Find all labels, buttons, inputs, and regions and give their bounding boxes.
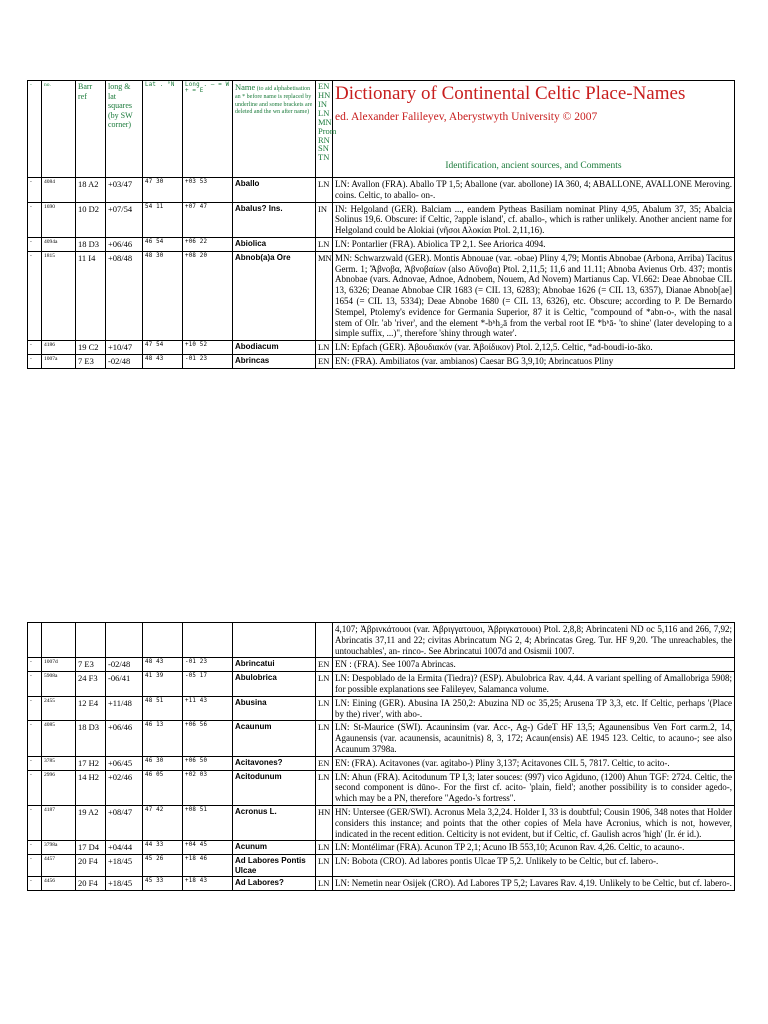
longitude: +10 52 (183, 341, 233, 355)
place-name: Abulobrica (233, 672, 316, 697)
dictionary-title: Dictionary of Continental Celtic Place-Names (335, 83, 686, 104)
entry-number: 4456 (42, 877, 76, 891)
header-dash: - (28, 81, 42, 178)
barrington-ref: 17 D4 (76, 841, 106, 855)
longitude: +18 46 (183, 855, 233, 877)
row-dash: - (28, 877, 42, 891)
table-row (28, 770, 735, 805)
longitude: +08 51 (183, 805, 233, 840)
barrington-ref: 18 A2 (76, 178, 106, 203)
row-dash: - (28, 756, 42, 770)
place-name: Abodiacum (233, 341, 316, 355)
latitude: 48 43 (143, 658, 183, 672)
longitude: -05 17 (183, 672, 233, 697)
latitude: 48 43 (143, 354, 183, 368)
table-row (28, 721, 735, 756)
header-row (28, 81, 735, 178)
entry-text: EN: (FRA). Acitavones (var. agitabo-) Pliny 3,137; Acitavones CIL 5, 7817. Celtic, to acito-. (333, 756, 735, 770)
place-name: Acitodunum (233, 770, 316, 805)
table-row (28, 178, 735, 203)
lat-long-square: -06/41 (106, 672, 143, 697)
entry-text: LN: Despoblado de la Ermita (Tiedra)? (ESP). Abulobrica Rav. 4,44. A variant spelling of Amallobriga 5908; for possible explanations see Falileyev, Salamanca volume. (333, 672, 735, 697)
latitude (143, 623, 183, 658)
type-code: LN (316, 341, 333, 355)
dictionary-editor: ed. Alexander Falileyev, Aberystwyth University © 2007 (335, 110, 598, 123)
type-code: MN (316, 251, 333, 340)
row-dash (28, 623, 42, 658)
lat-long-square: +03/47 (106, 178, 143, 203)
entry-number: 2996 (42, 770, 76, 805)
place-name: Ad Labores? (233, 877, 316, 891)
row-dash: - (28, 721, 42, 756)
entry-text: MN: Schwarzwald (GER). Montis Abnouae (var. -obae) Pliny 4,79; Montis Abnobae (Arbona, Arriba) Tacitus Germ. 1; Ἄβνοβα, Ἀβνοβαίων (also Αὔνοβα) Ptol. 2,11,5; 11,6 and 11.11; Abnoba Avienus Orb. 437; montis Abnobae (vars. Adnovae, Adnoe, Adnobem, Nouem, Ad Novem) Martianus Cap. VI.662: Deae Abnobae CIL 13, 6326; Deanae Abnobae CIR 1683 (= CIL 13, 6283); Abnobae 1626 (= CIL 13, 6357), Dianae Abnob[ae] 1654 (= CIL 13, 5334); Deae Abnobe 1680 (= CIL 13, 6326), etc. Obscure; according to P. De Bernardo Stempel, Ptolemy's evidence for Germania Superior, 87 it is Celtic, "compound of *abn-o-, with the nasal stem of OIr. 'ab 'river', and the element *-bʰh₂ā from the verbal root IE *bʰā- 'to shine' (later developing to a simple suffix, ...)", therefore 'shiny through water'. (333, 251, 735, 340)
barrington-ref: 11 I4 (76, 251, 106, 340)
latitude: 45 33 (143, 877, 183, 891)
dictionary-table-bottom (27, 622, 735, 891)
row-dash: - (28, 237, 42, 251)
row-dash: - (28, 341, 42, 355)
entry-text: HN: Untersee (GER/SWI). Acronus Mela 3,2,24. Holder I, 33 is doubtful; Cousin 1906, 348 notes that Holder considers this instance; and points that the other copies of Mela have Acronius, which is not, however, indicated in the recent edition. Celticity is not evident, but if Celtic, cf. Gaulish acros 'high' (Ir. ér id.). (333, 805, 735, 840)
lat-long-square: +06/46 (106, 721, 143, 756)
entry-text: 4,107; Ἀβρινκάτουοι (var. Ἀβριγγατουοι, Ἀβριγκατουοι) Ptol. 2,8,8; Abrincateni ND oc 5,116 and 266, 7,92; Abrincatis 37,11 and 22; civitas Abrincatum NG 2, 4; Abrincatas Greg. Tur. HF 9,20. 'The unreachables, the untouchables', an- rinco-. See Abrincatui 1007d and Osismii 1007. (333, 623, 735, 658)
entry-number: 4186 (42, 341, 76, 355)
type-code: HN (316, 805, 333, 840)
latitude: 46 13 (143, 721, 183, 756)
longitude: +08 20 (183, 251, 233, 340)
table-row (28, 696, 735, 721)
entry-text: LN: Nemetin near Osijek (CRO). Ad Labores TP 5,2; Lavares Rav. 4,19. Unlikely to be Celtic, but cf. labero-. (333, 877, 735, 891)
header-lat: Lat . °N (143, 81, 183, 178)
latitude: 46 30 (143, 756, 183, 770)
table-row (28, 623, 735, 658)
latitude: 54 11 (143, 202, 183, 237)
longitude: +06 22 (183, 237, 233, 251)
row-dash: - (28, 770, 42, 805)
barrington-ref: 7 E3 (76, 354, 106, 368)
row-dash: - (28, 841, 42, 855)
longitude: +03 53 (183, 178, 233, 203)
entry-number: 1007a (42, 354, 76, 368)
table-row (28, 672, 735, 697)
type-code: LN (316, 237, 333, 251)
place-name: Abrincas (233, 354, 316, 368)
lat-long-square: +07/54 (106, 202, 143, 237)
latitude: 44 33 (143, 841, 183, 855)
row-dash: - (28, 658, 42, 672)
lat-long-square: +18/45 (106, 877, 143, 891)
row-dash: - (28, 672, 42, 697)
table-row (28, 756, 735, 770)
entry-text: LN: Pontarlier (FRA). Abiolica TP 2,1. See Ariorica 4094. (333, 237, 735, 251)
header-long: Long . – = W + = E (183, 81, 233, 178)
latitude: 47 42 (143, 805, 183, 840)
table-body-bottom (28, 623, 735, 891)
table-row (28, 841, 735, 855)
entry-text: LN: Avallon (FRA). Aballo TP 1,5; Aballone (var. abollone) IA 360, 4; ABALLONE, AVALLONE Meroving. coins. Celtic, to aballo- on-. (333, 178, 735, 203)
latitude: 48 30 (143, 251, 183, 340)
type-code: LN (316, 770, 333, 805)
place-name: Acitavones? (233, 756, 316, 770)
entry-text: LN: Ahun (FRA). Acitodunum TP I,3; later souces: (997) vico Agiduno, (1200) Ahun TGF: 2724. Celtic, the second component is dūno-. For the first cf. acito- 'plain, field'; another possibility is to consider agedo-, which may be a PN, therefore "Agedo-'s fortress". (333, 770, 735, 805)
longitude: -01 23 (183, 354, 233, 368)
longitude: +06 56 (183, 721, 233, 756)
barrington-ref: 24 F3 (76, 672, 106, 697)
lat-long-square (106, 623, 143, 658)
table-row (28, 202, 735, 237)
latitude: 41 39 (143, 672, 183, 697)
place-name: Abnob(a)a Ore (233, 251, 316, 340)
type-code: LN (316, 178, 333, 203)
entry-text: EN: (FRA). Ambiliatos (var. ambianos) Caesar BG 3,9,10; Abrincatuos Pliny (333, 354, 735, 368)
barrington-ref: 10 D2 (76, 202, 106, 237)
longitude: +04 45 (183, 841, 233, 855)
entry-number: 1815 (42, 251, 76, 340)
longitude: +07 47 (183, 202, 233, 237)
table-row (28, 658, 735, 672)
place-name: Aballo (233, 178, 316, 203)
lat-long-square: +18/45 (106, 855, 143, 877)
barrington-ref: 19 A2 (76, 805, 106, 840)
longitude (183, 623, 233, 658)
table-row (28, 354, 735, 368)
entry-text: LN: Bobota (CRO). Ad labores pontis Ulcae TP 5,2. Unlikely to be Celtic, but cf. labero-. (333, 855, 735, 877)
header-name (233, 81, 316, 178)
type-code: LN (316, 672, 333, 697)
latitude: 47 30 (143, 178, 183, 203)
place-name (233, 623, 316, 658)
row-dash: - (28, 696, 42, 721)
entry-text: LN: St-Maurice (SWI). Acauninsim (var. Acc-, Ag-) GdeT HF 13,5; Agaunensibus Ven Fort carm.2, 14, Agaunensis (var. acaunensis, acaunitnis) 8, 3, 172; Acaun(ensis) AE 1945 123. Celtic, to acauno-; see also Acaunum 3798a. (333, 721, 735, 756)
entry-number: 4187 (42, 805, 76, 840)
lat-long-square: +04/44 (106, 841, 143, 855)
place-name: Abrincatui (233, 658, 316, 672)
type-code: LN (316, 855, 333, 877)
type-code: LN (316, 721, 333, 756)
type-code: IN (316, 202, 333, 237)
place-name: Abiolica (233, 237, 316, 251)
latitude: 45 26 (143, 855, 183, 877)
row-dash: - (28, 251, 42, 340)
lat-long-square: -02/48 (106, 658, 143, 672)
place-name: Ad Labores Pontis Ulcae (233, 855, 316, 877)
barrington-ref (76, 623, 106, 658)
barrington-ref: 18 D3 (76, 237, 106, 251)
row-dash: - (28, 178, 42, 203)
barrington-ref: 12 E4 (76, 696, 106, 721)
entry-text: IN: Helgoland (GER). Balciam ..., eandem Pytheas Basiliam nominat Pliny 4,95, Abalum 37, 35; Abalcia Solinus 19,6. Obscure: if Celtic, ?apple island', cf. aballo-, which is rather unlikely. Another ancient name for Helgoland could be Alokiai (νῆσοι Αλοκίαι Ptol. 2,11,16). (333, 202, 735, 237)
longitude: +18 43 (183, 877, 233, 891)
type-code: EN (316, 354, 333, 368)
entry-number: 5908a (42, 672, 76, 697)
entry-number: 2455 (42, 696, 76, 721)
entry-number (42, 623, 76, 658)
dictionary-table-top (27, 80, 735, 369)
lat-long-square: +06/45 (106, 756, 143, 770)
type-code: LN (316, 877, 333, 891)
lat-long-square: +08/48 (106, 251, 143, 340)
header-title-cell (333, 81, 735, 178)
latitude: 46 54 (143, 237, 183, 251)
entry-text: LN: Montélimar (FRA). Acunon TP 2,1; Acuno IB 553,10; Acunon Rav. 4,26. Celtic, to acauno-. (333, 841, 735, 855)
barrington-ref: 20 F4 (76, 855, 106, 877)
lat-long-square: +10/47 (106, 341, 143, 355)
table-body-top (28, 178, 735, 369)
table-row (28, 251, 735, 340)
header-name-title: Name (235, 82, 256, 92)
entry-number: 3798a (42, 841, 76, 855)
dictionary-subtitle: Identification, ancient sources, and Comments (445, 160, 622, 171)
entry-text: EN : (FRA). See 1007a Abrincas. (333, 658, 735, 672)
barrington-ref: 7 E3 (76, 658, 106, 672)
latitude: 46 05 (143, 770, 183, 805)
longitude: +06 50 (183, 756, 233, 770)
place-name: Abalus? Ins. (233, 202, 316, 237)
place-name: Acronus L. (233, 805, 316, 840)
row-dash: - (28, 354, 42, 368)
entry-number: 4094a (42, 237, 76, 251)
row-dash: - (28, 805, 42, 840)
table-row (28, 877, 735, 891)
lat-long-square: +08/47 (106, 805, 143, 840)
place-name: Acunum (233, 841, 316, 855)
longitude: +02 03 (183, 770, 233, 805)
type-code: EN (316, 756, 333, 770)
longitude: +11 43 (183, 696, 233, 721)
type-code: EN (316, 658, 333, 672)
place-name: Abusina (233, 696, 316, 721)
barrington-ref: 19 C2 (76, 341, 106, 355)
entry-text: LN: Eining (GER). Abusina IA 250,2: Abuzina ND oc 35,25; Arusena TP 3,3, etc. If Celtic, perhaps '(Place by the) river', with abo-. (333, 696, 735, 721)
latitude: 48 51 (143, 696, 183, 721)
table-row (28, 341, 735, 355)
header-squares: long & lat squares (by SW corner) (106, 81, 143, 178)
lat-long-square: +11/48 (106, 696, 143, 721)
barrington-ref: 14 H2 (76, 770, 106, 805)
entry-number: 4084 (42, 178, 76, 203)
barrington-ref: 18 D3 (76, 721, 106, 756)
table-row (28, 237, 735, 251)
header-barr-ref: Barr ref (76, 81, 106, 178)
lat-long-square: +02/46 (106, 770, 143, 805)
longitude: -01 23 (183, 658, 233, 672)
latitude: 47 54 (143, 341, 183, 355)
table-row (28, 805, 735, 840)
row-dash: - (28, 855, 42, 877)
entry-text: LN: Epfach (GER). Ἀβουδιακόν (var. Ἀβοίδικον) Ptol. 2,12,5. Celtic, *ad-boudi-io-āko. (333, 341, 735, 355)
entry-number: 1007d (42, 658, 76, 672)
table-row (28, 855, 735, 877)
lat-long-square: -02/48 (106, 354, 143, 368)
type-code: LN (316, 696, 333, 721)
type-code (316, 623, 333, 658)
entry-number: 3785 (42, 756, 76, 770)
place-name: Acaunum (233, 721, 316, 756)
entry-number: 4457 (42, 855, 76, 877)
header-codes: EN HN IN LN MN Prom RN SN TN (316, 81, 333, 178)
lat-long-square: +06/46 (106, 237, 143, 251)
header-name-note: (to aid alphabetisation an * before name is replaced by underline and some brackets are deleted and the wn after name) (235, 86, 313, 116)
entry-number: 4085 (42, 721, 76, 756)
row-dash: - (28, 202, 42, 237)
type-code: LN (316, 841, 333, 855)
header-no: no. (42, 81, 76, 178)
barrington-ref: 20 F4 (76, 877, 106, 891)
barrington-ref: 17 H2 (76, 756, 106, 770)
entry-number: 1690 (42, 202, 76, 237)
